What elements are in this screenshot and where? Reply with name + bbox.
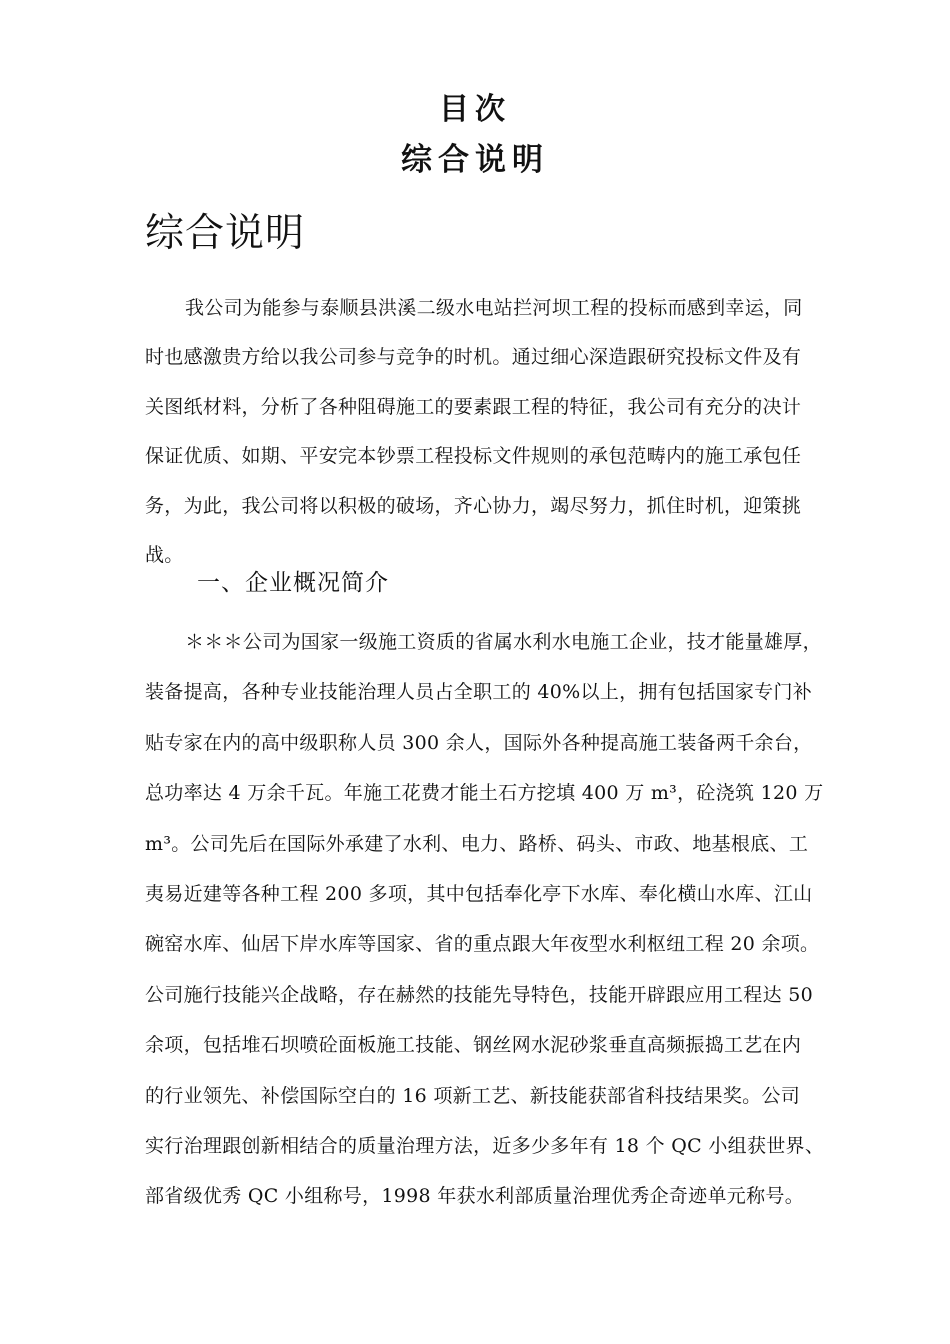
paragraph-line: 总功率达 4 万余千瓦。年施工花费才能土石方挖填 400 万 m³，砼浇筑 120 万	[145, 782, 824, 805]
toc-title: 目次	[439, 92, 511, 127]
paragraph-line: 余项，包括堆石坝喷砼面板施工技能、钢丝网水泥砂浆垂直高频振捣工艺在内	[145, 1034, 802, 1057]
paragraph-line: 公司施行技能兴企战略，存在赫然的技能先导特色，技能开辟跟应用工程达 50	[145, 983, 814, 1006]
paragraph-line: 务，为此，我公司将以积极的破场，齐心协力，竭尽努力，抓住时机，迎策挑	[145, 494, 802, 517]
paragraph-line: 碗窑水库、仙居下岸水库等国家、省的重点跟大年夜型水利枢纽工程 20 余项。	[145, 933, 820, 956]
intro-paragraph	[145, 284, 821, 580]
paragraph-line: 时也感激贵方给以我公司参与竞争的时机。通过细心深造跟研究投标文件及有	[145, 346, 802, 369]
paragraph-line: 夷易近建等各种工程 200 多项，其中包括奉化亭下水库、奉化横山水库、江山	[145, 883, 813, 906]
toc-entry: 综合说明	[401, 142, 549, 178]
subsection-heading: 一、企业概况简介	[197, 570, 389, 596]
paragraph-line: 贴专家在内的高中级职称人员 300 余人，国际外各种提高施工装备两千余台，	[145, 731, 813, 754]
section-heading: 综合说明	[145, 211, 306, 256]
paragraph-line: 我公司为能参与泰顺县洪溪二级水电站拦河坝工程的投标而感到幸运，同	[185, 297, 803, 319]
paragraph-line: 战。	[145, 544, 184, 567]
company-overview-paragraph	[145, 617, 825, 1222]
paragraph-line: 装备提高，各种专业技能治理人员占全职工的 40%以上，拥有包括国家专门补	[145, 681, 813, 704]
paragraph-line: 关图纸材料，分析了各种阻碍施工的要素跟工程的特征，我公司有充分的决计	[145, 395, 802, 418]
paragraph-line: 部省级优秀 QC 小组称号，1998 年获水利部质量治理优秀企奇迹单元称号。	[145, 1185, 804, 1208]
paragraph-line: ＊＊＊公司为国家一级施工资质的省属水利水电施工企业，技才能量雄厚，	[185, 631, 822, 653]
paragraph-line: 保证优质、如期、平安完本钞票工程投标文件规则的承包范畴内的施工承包任	[145, 445, 802, 468]
paragraph-line: 实行治理跟创新相结合的质量治理方法，近多少多年有 18 个 QC 小组获世界、	[145, 1135, 825, 1158]
paragraph-line: m³。公司先后在国际外承建了水利、电力、路桥、码头、市政、地基根底、工	[145, 832, 809, 855]
paragraph-line: 的行业领先、补偿国际空白的 16 项新工艺、新技能获部省科技结果奖。公司	[145, 1084, 801, 1107]
